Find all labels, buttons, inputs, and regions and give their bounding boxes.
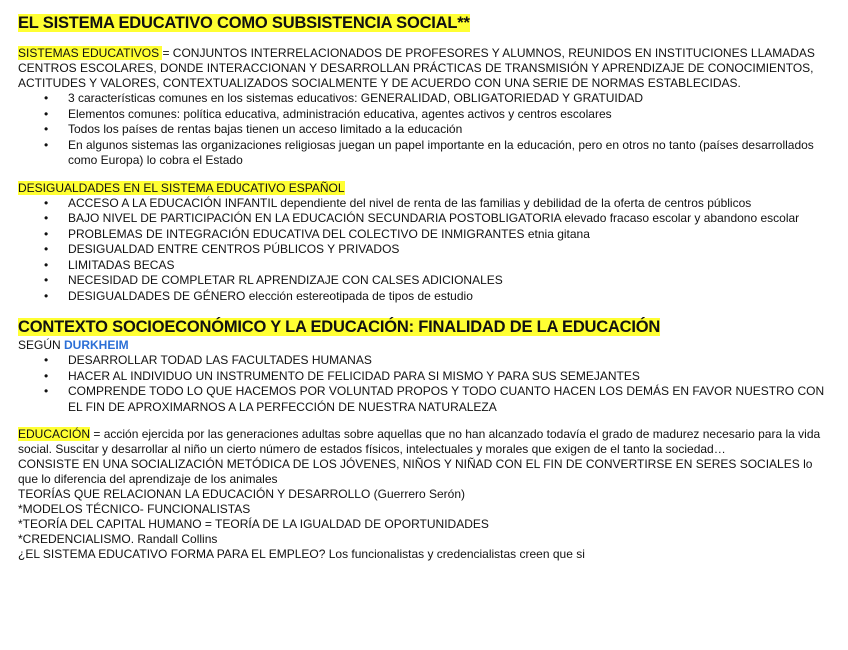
title-highlight: CONTEXTO SOCIOECONÓMICO Y LA EDUCACIÓN: FINALIDAD DE LA EDUCACIÓN	[18, 318, 661, 336]
section-heading-desigualdades	[18, 181, 832, 196]
bullet-list-desigualdades	[18, 196, 832, 305]
list-item: • En algunos sistemas las organizaciones religiosas juegan un papel importante en la educación, pero en otros no tanto (países desarrollados como Europa) lo cobra el Estado	[68, 138, 832, 169]
text-line: TEORÍAS QUE RELACIONAN LA EDUCACIÓN Y DESARROLLO (Guerrero Serón)	[18, 487, 466, 501]
text-line: *TEORÍA DEL CAPITAL HUMANO = TEORÍA DE LA IGUALDAD DE OPORTUNIDADES	[18, 517, 489, 531]
document-page	[18, 12, 832, 562]
text-line: ¿EL SISTEMA EDUCATIVO FORMA PARA EL EMPLEO? Los funcionalistas y credencialistas creen que si	[18, 547, 585, 561]
definition-text: = CONJUNTOS INTERRELACIONADOS DE PROFESORES Y ALUMNOS, REUNIDOS EN INSTITUCIONES LLAMADAS CENTROS ESCOLARES, DONDE INTERACCIONAN Y DESARROLLAN PRÁCTICAS DE TRANSMISIÓN Y APRENDIZAJE DE CONOCIMIENTOS, ACTITUDES Y VALORES, CONTEXTUALIZADOS SOCIALMENTE Y DE ACUERDO CON UNA SERIE DE NORMAS ESTABLECIDAS.	[18, 46, 815, 90]
author-name: DURKHEIM	[64, 338, 129, 352]
segun-line	[18, 338, 832, 353]
list-item: • PROBLEMAS DE INTEGRACIÓN EDUCATIVA DEL COLECTIVO DE INMIGRANTES etnia gitana	[68, 227, 832, 243]
text-line: *CREDENCIALISMO. Randall Collins	[18, 532, 218, 546]
bullet-list-finalidades	[18, 353, 832, 415]
term-highlight: SISTEMAS EDUCATIVOS	[18, 46, 163, 60]
bullet-list-caracteristicas	[18, 91, 832, 169]
definition-sistemas-educativos	[18, 46, 832, 91]
list-item: • NECESIDAD DE COMPLETAR RL APRENDIZAJE CON CALSES ADICIONALES	[68, 273, 832, 289]
list-item: • 3 características comunes en los sistemas educativos: GENERALIDAD, OBLIGATORIEDAD Y GRATUIDAD	[68, 91, 832, 107]
list-item: • LIMITADAS BECAS	[68, 258, 832, 274]
section-title-contexto	[18, 316, 832, 338]
definition-educacion	[18, 427, 832, 457]
list-item: • Elementos comunes: política educativa, administración educativa, agentes activos y centros escolares	[68, 107, 832, 123]
list-item: • BAJO NIVEL DE PARTICIPACIÓN EN LA EDUCACIÓN SECUNDARIA POSTOBLIGATORIA elevado fracaso escolar y abandono escolar	[68, 211, 832, 227]
list-item: • Todos los países de rentas bajas tienen un acceso limitado a la educación	[68, 122, 832, 138]
list-item: • DESIGUALDADES DE GÉNERO elección estereotipada de tipos de estudio	[68, 289, 832, 305]
list-item: • COMPRENDE TODO LO QUE HACEMOS POR VOLUNTAD PROPOS Y TODO CUANTO HACEN LOS DEMÁS EN FAVOR NUESTRO CON EL FIN DE APROXIMARNOS A LA PERFECCIÓN DE NUESTRA NATURALEZA	[68, 384, 832, 415]
heading-highlight: DESIGUALDADES EN EL SISTEMA EDUCATIVO ESPAÑOL	[18, 180, 345, 195]
list-item: • DESIGUALDAD ENTRE CENTROS PÚBLICOS Y PRIVADOS	[68, 242, 832, 258]
term-highlight: EDUCACIÓN	[18, 427, 91, 441]
list-item: • ACCESO A LA EDUCACIÓN INFANTIL dependiente del nivel de renta de las familias y debilidad de la oferta de centros públicos	[68, 196, 832, 212]
definition-text: = acción ejercida por las generaciones adultas sobre aquellas que no han alcanzado todavía el grado de madurez necesario para la vida social. Suscitar y desarrollar al niño un cierto número de estados físicos, intelectuales y morales que exigen de el tanto la sociedad…	[18, 427, 821, 456]
segun-label: SEGÚN	[18, 338, 65, 352]
section-title-sistema-educativo	[18, 12, 832, 34]
text-line: CONSISTE EN UNA SOCIALIZACIÓN METÓDICA DE LOS JÓVENES, NIÑOS Y NIÑAD CON EL FIN DE CONVERTIRSE EN SERES SOCIALES lo que lo diferencia del aprendizaje de los animales	[18, 457, 813, 486]
title-highlight: EL SISTEMA EDUCATIVO COMO SUBSISTENCIA SOCIAL**	[18, 14, 470, 32]
list-item: • HACER AL INDIVIDUO UN INSTRUMENTO DE FELICIDAD PARA SI MISMO Y PARA SUS SEMEJANTES	[68, 369, 832, 385]
list-item: • DESARROLLAR TODAD LAS FACULTADES HUMANAS	[68, 353, 832, 369]
text-line: *MODELOS TÉCNICO- FUNCIONALISTAS	[18, 502, 251, 516]
